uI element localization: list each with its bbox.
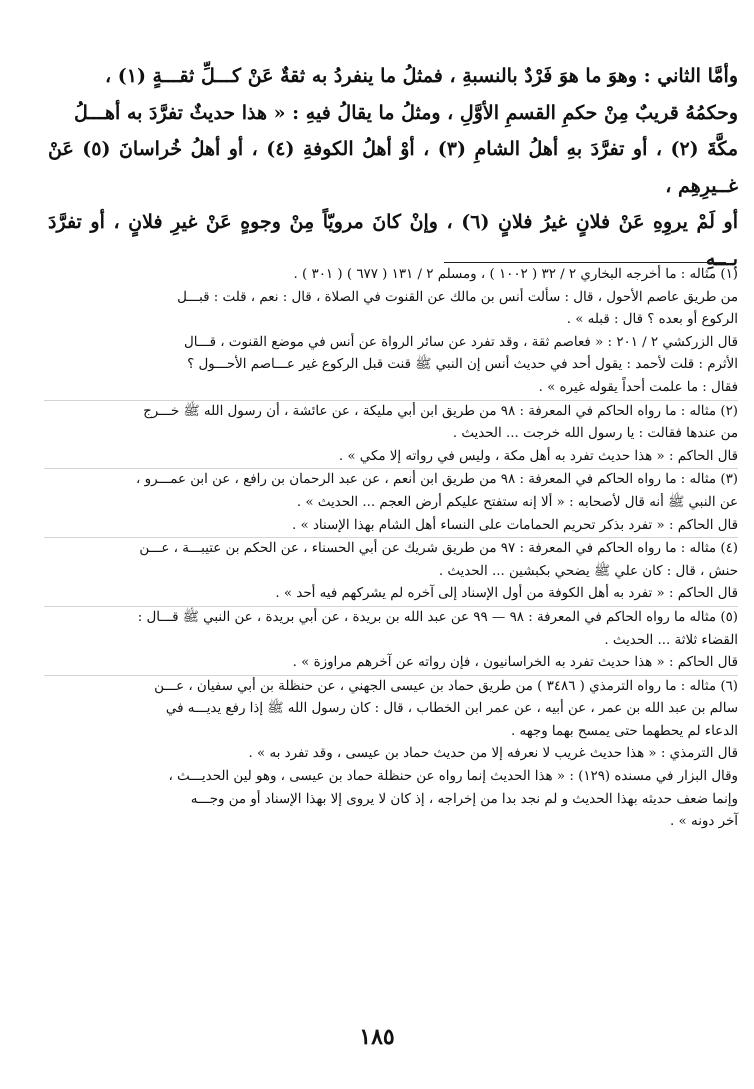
page-number: ١٨٥: [359, 1024, 395, 1050]
main-text-line: مكَّةَ (٢) ، أو تفرَّدَ بهِ أهلُ الشامِ (٣) ، أوْ أهلُ الكوفةِ (٤) ، أو أهلُ خُراسانَ (٥) عَنْ غــيرِهِم ،: [48, 138, 738, 197]
footnote-line: من طريق عاصم الأحول ، قال : سألت أنس بن مالك عن القنوت في الصلاة ، قال : نعم ، قلت : قبـــل: [177, 289, 738, 305]
footnote-line: وإنما ضعف حديثه بهذا الحديث و لم نجد بدا من إخراجه ، إذ كان لا يروى إلا بهذا الإسناد أو من وجـــه: [190, 791, 738, 807]
footnote-line: (٣) مثاله : ما رواه الحاكم في المعرفة : ٩٨ من طريق ابن أنعم ، عن عبد الرحمان بن رافع ، عن ابن عمـــرو ،: [136, 472, 738, 488]
footnote-line: الركوع أو بعده ؟ قال : قبله » .: [566, 312, 738, 328]
footnote-6: [44, 675, 738, 834]
footnote-line: قال الحاكم : « هذا حديث تفرد به الخراسانيون ، فإن رواته عن آخرهم مراوزة » .: [292, 655, 738, 671]
footnote-line: قال الزركشي ٢ / ٢٠١ : « فعاصم ثقة ، وقد تفرد عن سائر الرواة عن أنس في موضع القنوت ، قـــال: [183, 334, 738, 350]
main-text-line: وأمَّا الثاني : وهوَ ما هوَ فَرْدٌ بالنسبةِ ، فمثلُ ما ينفردُ به ثقةٌ عَنْ كـــلِّ ثقـــةٍ (١) ،: [104, 65, 738, 87]
footnote-line: وقال البزار في مسنده (١٢٩) : « هذا الحديث إنما رواه عن حنظلة حماد بن عيسى ، وهو لين الحديـــث ،: [168, 769, 738, 785]
footnote-line: سالم بن عبد الله بن عمر ، عن أبيه ، عن عمر ابن الخطاب ، قال : كان رسول الله ﷺ إذا رفع يديـــه في: [165, 701, 738, 717]
footnote-line: الدعاء لم يحطهما حتى يمسح بهما وجهه .: [511, 723, 738, 739]
footnote-5: [44, 606, 738, 675]
footnote-line: من عندها فقالت : يا رسول الله خرجت ... الحديث .: [452, 426, 738, 442]
footnote-line: حنش ، قال : كان علي ﷺ يضحي بكبشين ... الحديث .: [438, 563, 738, 579]
footnote-line: القضاء ثلاثة ... الحديث .: [604, 632, 738, 648]
footnote-line: (١) مثاله : ما أخرجه البخاري ٢ / ٣٢ ( ١٠٠٢ ) ، ومسلم ٢ / ١٣١ ( ٦٧٧ ) ( ٣٠١ ) .: [293, 267, 738, 282]
footnote-line: الأثرم : قلت لأحمد : يقول أحد في حديث أنس إن النبي ﷺ قنت قبل الركوع غير عـــاصم الأحـــول ؟: [187, 357, 738, 373]
footnote-4: [44, 537, 738, 606]
main-text: [48, 58, 738, 277]
footnote-line: قال الحاكم : « تفرد به أهل الكوفة من أول الإسناد إلى آخره لم يشركهم فيه أحد » .: [275, 586, 738, 602]
footnotes: [44, 264, 738, 834]
footnote-line: قال الحاكم : « هذا حديث تفرد به أهل مكة ، وليس في رواته إلا مكي » .: [338, 448, 738, 464]
footnote-separator: [444, 262, 726, 263]
footnote-1: [44, 264, 738, 400]
main-text-line: أو لَمْ يروِهِ عَنْ فلانٍ غيرُ فلانٍ (٦) ، وإنْ كانَ مرويّاً مِنْ وجوهٍ عَنْ غيرِ فلانٍ ، أو تفرَّدَ بـــهِ: [48, 211, 738, 270]
footnote-line: (٦) مثاله : ما رواه الترمذي ( ٣٤٨٦ ) من طريق حماد بن عيسى الجهني ، عن حنظلة بن أبي سفيان ، عـــن: [154, 678, 738, 694]
footnote-2: [44, 400, 738, 469]
main-text-line: وحكمُهُ قريبٌ مِنْ حكمِ القسمِ الأوَّلِ ، ومثلُ ما يقالُ فيهِ : « هذا حديثٌ تفرَّدَ به أهـــلُ: [73, 101, 738, 124]
footnote-line: فقال : ما علمت أحداً يقوله غيره » .: [538, 379, 738, 395]
footnote-line: قال الترمذي : « هذا حديث غريب لا نعرفه إلا من حديث حماد بن عيسى ، وقد تفرد به » .: [248, 746, 738, 762]
footnote-line: (٤) مثاله : ما رواه الحاكم في المعرفة : ٩٧ من طريق شريك عن أبي الحسناء ، عن الحكم بن عتيبـــة ، عـــن: [139, 541, 738, 557]
footnote-line: قال الحاكم : « تفرد بذكر تحريم الحمامات على النساء أهل الشام بهذا الإسناد » .: [291, 517, 738, 533]
footnote-line: عن النبي ﷺ أنه قال لأصحابه : « ألا إنه ستفتح عليكم أرض العجم ... الحديث » .: [296, 494, 738, 510]
footnote-line: (٥) مثاله ما رواه الحاكم في المعرفة : ٩٨ — ٩٩ عن عبد الله بن بريدة ، عن أبي بريدة ، عن النبي ﷺ قـــال :: [137, 609, 738, 625]
footnote-line: (٢) مثاله : ما رواه الحاكم في المعرفة : ٩٨ من طريق ابن أبي مليكة ، عن عائشة ، أن رسول الله ﷺ خـــرج: [143, 403, 738, 419]
footnote-3: [44, 468, 738, 537]
footnote-line: آخر دونه » .: [670, 814, 738, 830]
